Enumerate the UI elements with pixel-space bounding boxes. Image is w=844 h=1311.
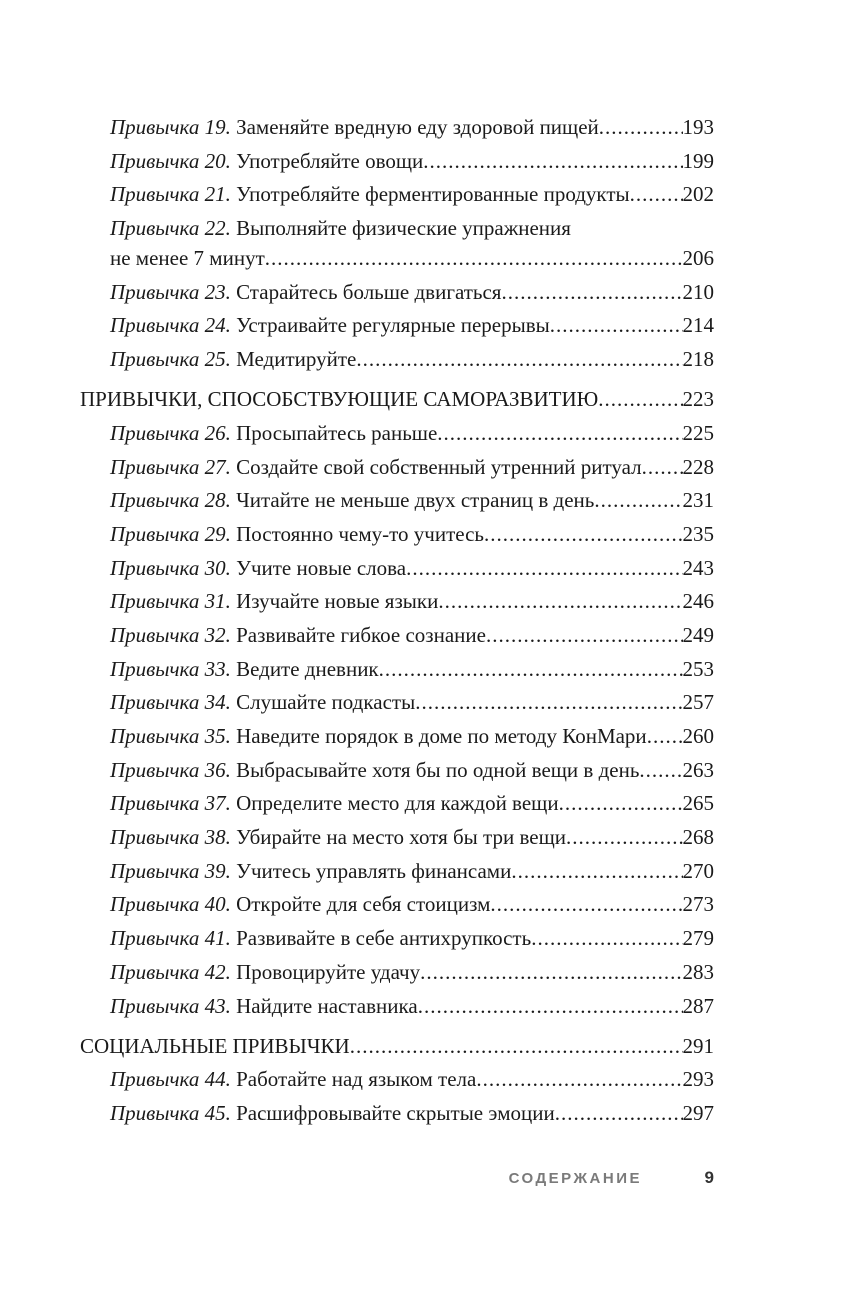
dot-leader [438, 586, 682, 616]
dot-leader [379, 654, 683, 684]
habit-title: Выбрасывайте хотя бы по одной вещи в день [236, 757, 640, 782]
dot-leader [599, 112, 683, 142]
habit-number: Привычка 31. [110, 589, 231, 614]
page-number: 268 [682, 825, 714, 850]
habit-number: Привычка 36. [110, 757, 231, 782]
habit-title: Убирайте на место хотя бы три вещи [236, 825, 566, 850]
toc-entry-habit-19 [80, 112, 714, 142]
toc-entry-habit-41 [80, 923, 714, 953]
page-number: 235 [682, 521, 714, 546]
habit-number: Привычка 30. [110, 555, 231, 580]
habit-number: Привычка 22. [110, 216, 231, 241]
toc-entry-habit-44 [80, 1064, 714, 1094]
dot-leader [415, 687, 682, 717]
dot-leader [490, 889, 682, 919]
toc-entry-habit-25 [80, 344, 714, 374]
page-number: 225 [682, 420, 714, 445]
habit-number: Привычка 23. [110, 279, 231, 304]
habit-title: Ведите дневник [236, 656, 379, 681]
habit-number: Привычка 45. [110, 1100, 231, 1125]
page-number: 283 [682, 959, 714, 984]
habit-title: Работайте над языком тела [236, 1067, 477, 1092]
page-number: 199 [682, 148, 714, 173]
folio-page-number: 9 [704, 1168, 714, 1187]
habit-title: Медитируйте [236, 347, 357, 372]
page-number: 265 [682, 791, 714, 816]
dot-leader [642, 452, 683, 482]
habit-title: Учите новые слова [236, 555, 407, 580]
habit-number: Привычка 25. [110, 347, 231, 372]
habit-number: Привычка 34. [110, 690, 231, 715]
habit-title: Читайте не меньше двух страниц в день [236, 488, 595, 513]
page-number: 193 [682, 115, 714, 139]
habit-number: Привычка 41. [110, 926, 231, 951]
dot-leader [356, 344, 682, 374]
dot-leader [566, 822, 683, 852]
page-number: 297 [682, 1100, 714, 1125]
habit-title: Провоцируйте удачу [236, 959, 421, 984]
page-number: 279 [682, 926, 714, 951]
toc-section-self-development [80, 384, 714, 414]
toc-entry-habit-20 [80, 146, 714, 176]
page-number: 249 [682, 622, 714, 647]
habit-number: Привычка 42. [110, 959, 231, 984]
toc-entry-habit-37 [80, 788, 714, 818]
habit-number: Привычка 19. [110, 115, 231, 139]
page-number: 260 [682, 724, 714, 748]
toc-entry-habit-40 [80, 889, 714, 919]
habit-number: Привычка 44. [110, 1067, 231, 1092]
dot-leader [501, 277, 682, 307]
habit-title: Учитесь управлять финансами [236, 858, 512, 883]
toc-entry-habit-28 [80, 485, 714, 515]
dot-leader [598, 384, 682, 414]
toc-entry-habit-36 [80, 755, 714, 785]
dot-leader [531, 923, 682, 953]
habit-title: Развивайте гибкое сознание [236, 622, 486, 647]
habit-title: Определите место для каждой вещи [236, 791, 559, 816]
toc-entry-habit-24 [80, 310, 714, 340]
habit-number: Привычка 21. [110, 182, 231, 207]
habit-number: Привычка 37. [110, 791, 231, 816]
page-number: 270 [682, 858, 714, 883]
toc-entry-habit-43 [80, 991, 714, 1021]
dot-leader [559, 788, 683, 818]
habit-title: Употребляйте ферментированные продукты [236, 182, 630, 207]
toc-entry-habit-42 [80, 957, 714, 987]
toc-entry-habit-23 [80, 277, 714, 307]
page-number: 214 [682, 313, 714, 338]
dot-leader [265, 243, 683, 273]
habit-title: Старайтесь больше двигаться [236, 279, 502, 304]
page-number: 243 [682, 555, 714, 580]
section-title: ПРИВЫЧКИ, СПОСОБСТВУЮЩИЕ САМОРАЗВИТИЮ [80, 387, 599, 412]
toc-entry-habit-22 [80, 213, 714, 273]
habit-number: Привычка 43. [110, 993, 231, 1018]
page-number: 253 [682, 656, 714, 681]
habit-title: Заменяйте вредную еду здоровой пищей [236, 115, 599, 139]
habit-title: Просыпайтесь раньше [236, 420, 438, 445]
page-number: 228 [682, 454, 714, 479]
dot-leader [406, 553, 682, 583]
habit-title: Найдите наставника [236, 993, 418, 1018]
toc-entry-habit-34 [80, 687, 714, 717]
toc-entry-habit-33 [80, 654, 714, 684]
habit-title: Слушайте подкасты [236, 690, 416, 715]
habit-number: Привычка 35. [110, 724, 231, 748]
dot-leader [594, 485, 682, 515]
dot-leader [420, 957, 682, 987]
habit-number: Привычка 38. [110, 825, 231, 850]
page-number: 263 [682, 757, 714, 782]
dot-leader [550, 310, 683, 340]
habit-title: Наведите порядок в доме по методу КонМари [236, 724, 647, 748]
page-number: 231 [682, 488, 714, 513]
habit-number: Привычка 24. [110, 313, 231, 338]
dot-leader [511, 856, 682, 886]
page-number: 206 [682, 246, 714, 271]
dot-leader [350, 1031, 683, 1061]
page-number: 287 [682, 993, 714, 1018]
habit-number: Привычка 28. [110, 488, 231, 513]
dot-leader [437, 418, 682, 448]
habit-title: Развивайте в себе антихрупкость [236, 926, 532, 951]
habit-title: Выполняйте физические упражнения [236, 216, 571, 241]
page-number: 291 [682, 1033, 714, 1058]
habit-title: Создайте свой собственный утренний ритуал [236, 454, 642, 479]
dot-leader [630, 179, 683, 209]
habit-title: Изучайте новые языки [236, 589, 439, 614]
toc-entry-habit-38 [80, 822, 714, 852]
dot-leader [418, 991, 683, 1021]
table-of-contents [80, 112, 714, 1132]
toc-entry-habit-26 [80, 418, 714, 448]
dot-leader [486, 620, 683, 650]
toc-entry-habit-35 [80, 721, 714, 751]
toc-entry-habit-27 [80, 452, 714, 482]
section-title: СОЦИАЛЬНЫЕ ПРИВЫЧКИ [80, 1033, 350, 1058]
habit-number: Привычка 27. [110, 454, 231, 479]
dot-leader [484, 519, 682, 549]
dot-leader [639, 755, 682, 785]
page-footer [0, 1168, 714, 1192]
habit-title-continuation: не менее 7 минут [110, 246, 265, 271]
habit-title: Постоянно чему-то учитесь [236, 521, 485, 546]
dot-leader [555, 1098, 683, 1128]
toc-entry-habit-29 [80, 519, 714, 549]
page-number: 273 [682, 892, 714, 917]
page-number: 210 [682, 279, 714, 304]
toc-entry-habit-39 [80, 856, 714, 886]
toc-entry-habit-30 [80, 553, 714, 583]
habit-title: Откройте для себя стоицизм [236, 892, 491, 917]
habit-title: Устраивайте регулярные перерывы [236, 313, 550, 338]
dot-leader [647, 721, 683, 751]
page-number: 293 [682, 1067, 714, 1092]
toc-entry-habit-31 [80, 586, 714, 616]
habit-title: Расшифровывайте скрытые эмоции [236, 1100, 555, 1125]
habit-title: Употребляйте овощи [236, 148, 424, 173]
toc-entry-habit-32 [80, 620, 714, 650]
dot-leader [423, 146, 682, 176]
toc-section-social-habits [80, 1031, 714, 1061]
page-number: 246 [682, 589, 714, 614]
page-number: 202 [682, 182, 714, 207]
running-footer-title: СОДЕРЖАНИЕ [508, 1170, 642, 1187]
habit-number: Привычка 40. [110, 892, 231, 917]
page-number: 257 [682, 690, 714, 715]
dot-leader [476, 1064, 682, 1094]
habit-number: Привычка 33. [110, 656, 231, 681]
habit-number: Привычка 32. [110, 622, 231, 647]
habit-number: Привычка 20. [110, 148, 231, 173]
habit-number: Привычка 29. [110, 521, 231, 546]
habit-number: Привычка 26. [110, 420, 231, 445]
toc-entry-habit-21 [80, 179, 714, 209]
habit-number: Привычка 39. [110, 858, 231, 883]
page-number: 218 [682, 347, 714, 372]
page-number: 223 [682, 387, 714, 412]
toc-entry-habit-45 [80, 1098, 714, 1128]
